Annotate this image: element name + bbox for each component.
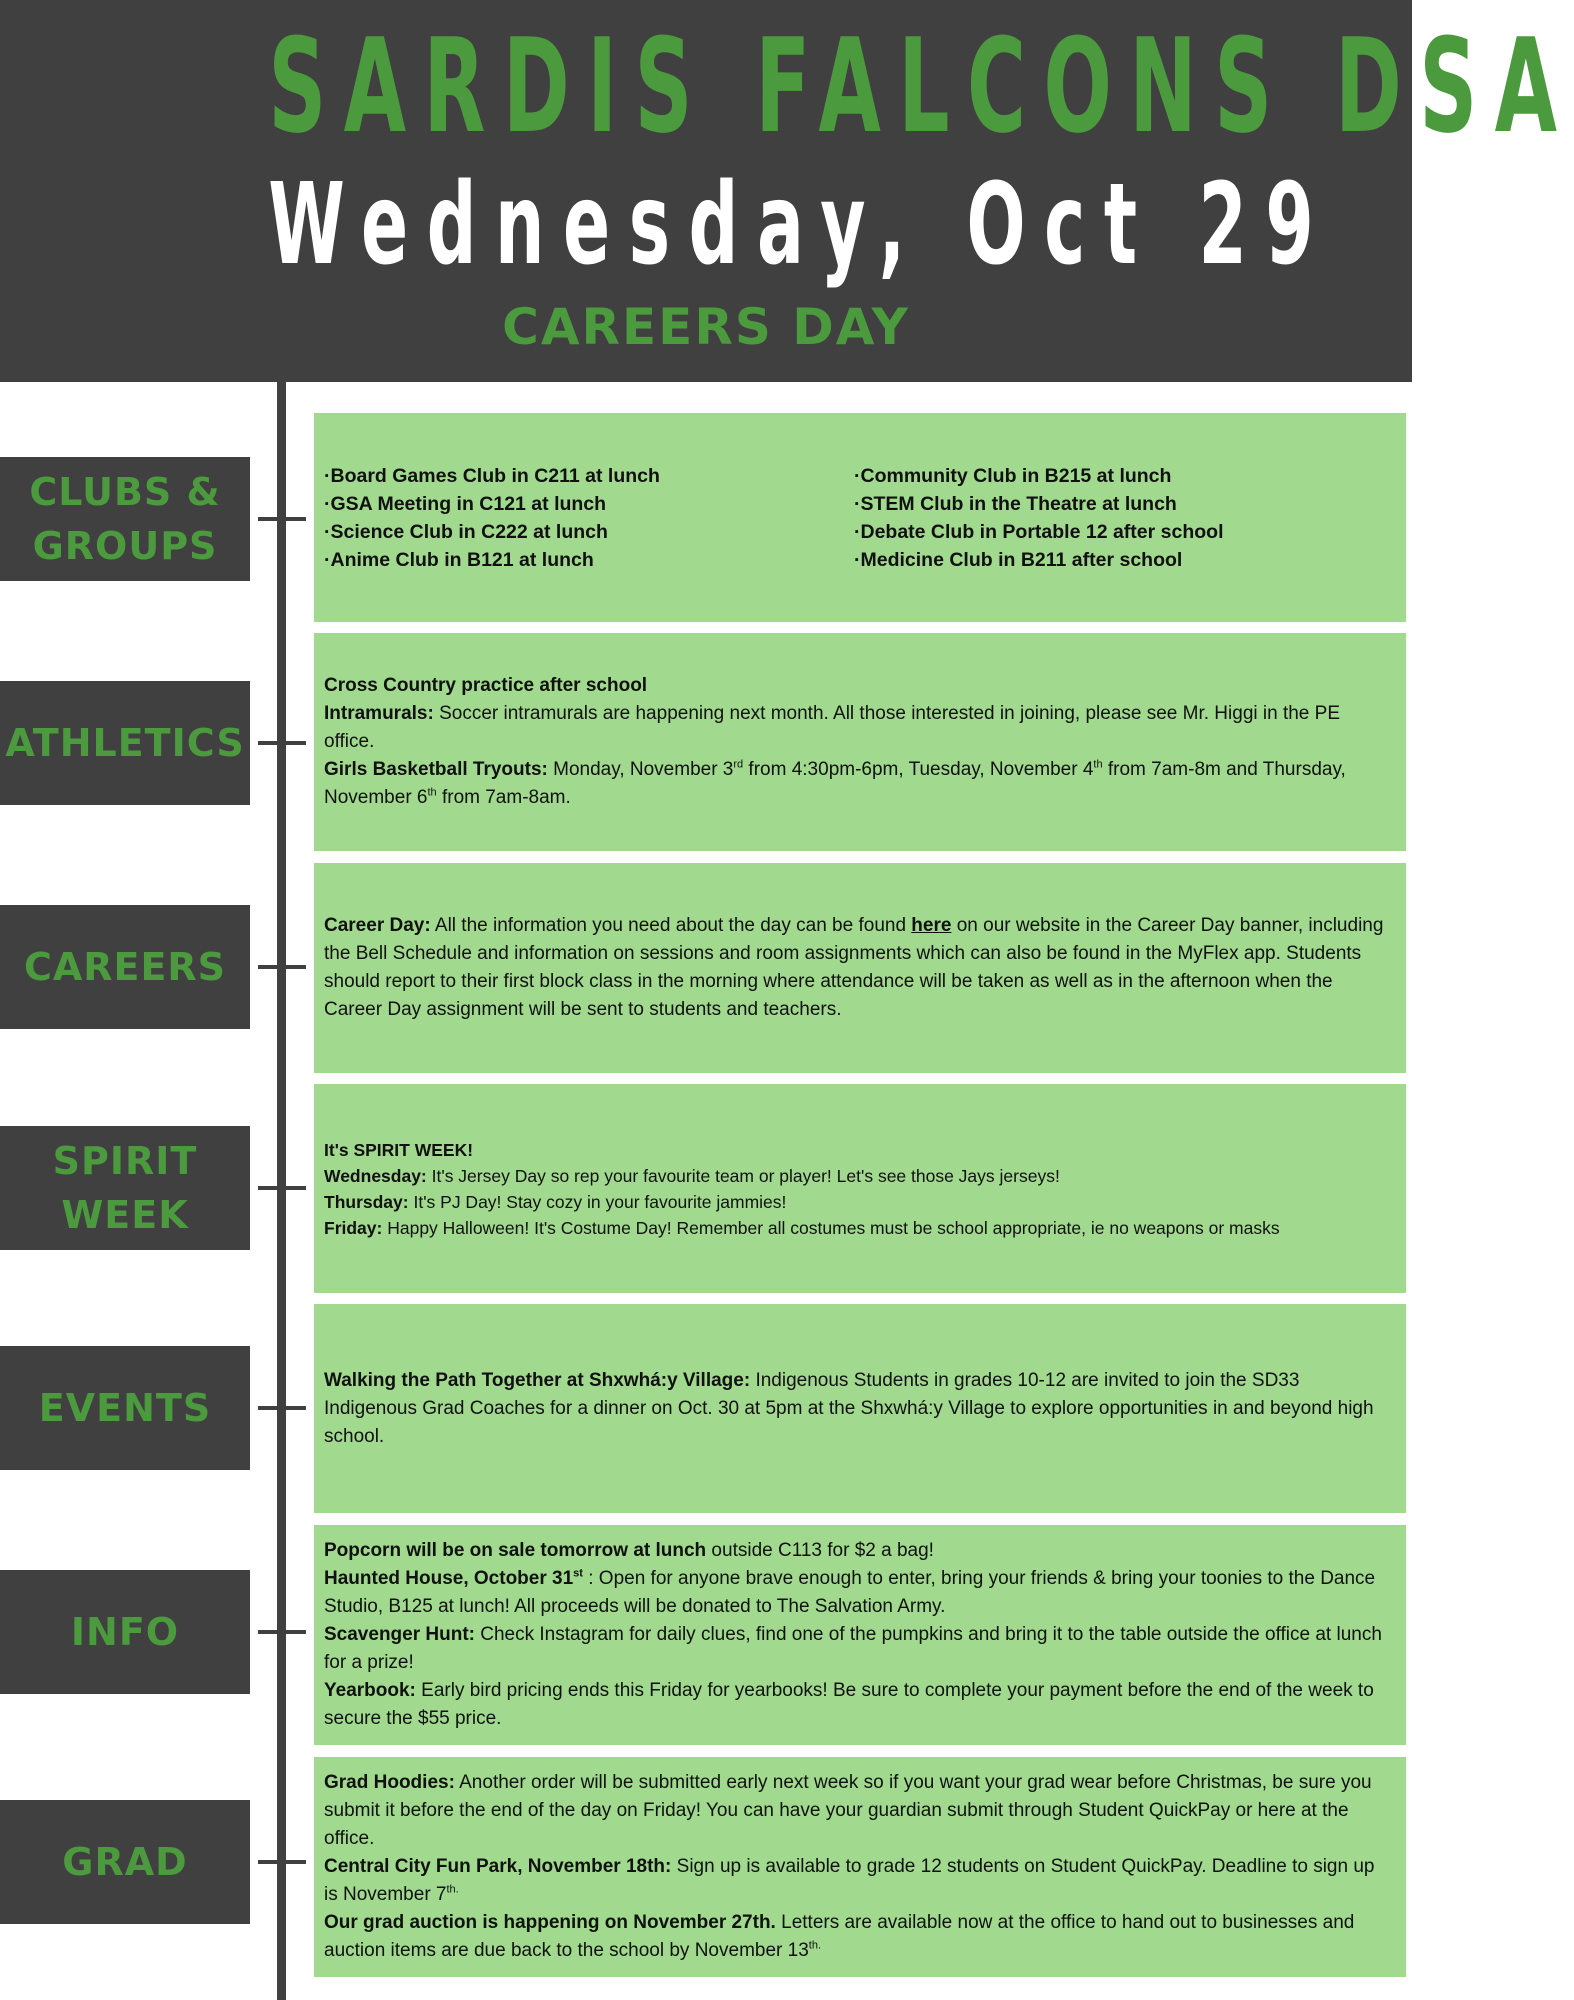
item-text: from 7am-8am. (436, 787, 571, 808)
item-heading: Wednesday: (324, 1165, 427, 1186)
item-text: from 4:30pm-6pm, Tuesday, November 4 (743, 759, 1094, 780)
list-item: ·Community Club in B215 at lunch (854, 464, 1172, 487)
list-item: ·Medicine Club in B211 after school (854, 548, 1183, 571)
item-heading: Girls Basketball Tryouts: (324, 759, 548, 780)
item-heading: Popcorn will be on sale tomorrow at lunch (324, 1540, 707, 1561)
date-title: Wednesday, Oct 29 (268, 160, 1333, 290)
label-line: CLUBS & (29, 470, 221, 514)
item-text: It's Jersey Day so rep your favourite team or player! Let's see those Jays jerseys! (426, 1165, 1060, 1186)
list-item: ·STEM Club in the Theatre at lunch (854, 492, 1177, 515)
label-line: CAREERS (23, 945, 227, 989)
school-title: SARDIS FALCONS DSA (268, 10, 1574, 162)
career-day-link[interactable]: here (911, 915, 952, 936)
item-heading: Haunted House, October 31 (324, 1568, 574, 1589)
item-text: Check Instagram for daily clues, find one of the pumpkins and bring it to the table outside the office at lunch for a prize! (324, 1624, 1382, 1673)
clubs-left-column (324, 462, 854, 574)
label-athletics (0, 681, 250, 805)
section-spirit-week (314, 1084, 1406, 1293)
item-text: from 7am-8m and Thursday, November 6 (324, 759, 1346, 808)
label-line: ATHLETICS (5, 721, 245, 765)
item-heading: Intramurals: (324, 703, 434, 724)
item-heading: Central City Fun Park, November 18th: (324, 1856, 672, 1877)
section-events (314, 1304, 1406, 1513)
label-info (0, 1570, 250, 1694)
label-grad (0, 1800, 250, 1924)
timeline-tick (258, 517, 306, 521)
item-heading: Our grad auction is happening on November 27th. (324, 1912, 776, 1933)
list-item: ·Science Club in C222 at lunch (324, 520, 608, 543)
label-spirit-week (0, 1126, 250, 1250)
section-clubs-groups (314, 413, 1406, 622)
timeline-tick (258, 741, 306, 745)
label-line: INFO (70, 1610, 180, 1654)
ordinal-suffix: st (573, 1567, 583, 1580)
item-text: Soccer intramurals are happening next month. All those interested in joining, please see Mr. Higgi in the PE office. (324, 703, 1340, 752)
ordinal-suffix: th. (446, 1883, 459, 1896)
label-line: GRAD (62, 1840, 188, 1884)
item-heading: Scavenger Hunt: (324, 1624, 475, 1645)
label-line: SPIRIT (52, 1139, 198, 1183)
cross-country-note: Cross Country practice after school (324, 675, 648, 696)
item-text: Letters are available now at the office to hand out to businesses and auction items are due back to the school by November 13 (324, 1912, 1355, 1961)
ordinal-suffix: th (1093, 758, 1103, 771)
timeline-tick (258, 1406, 306, 1410)
section-grad (314, 1757, 1406, 1977)
item-text: Another order will be submitted early next week so if you want your grad wear before Christmas, be sure you submit it before the end of the day on Friday! You can have your guardian submit through Student QuickPay or here at the office. (324, 1772, 1372, 1849)
item-text: : Open for anyone brave enough to enter, bring your friends & bring your toonies to the Dance Studio, B125 at lunch! All proceeds will be donated to The Salvation Army. (324, 1568, 1376, 1617)
item-heading: Thursday: (324, 1191, 409, 1212)
label-careers (0, 905, 250, 1029)
item-text: on our website in the Career Day banner, including the Bell Schedule and information on sessions and room assignments which can also be found in the MyFlex app. Students should report to their first block class in the morning where attendance will be taken as well as in the afternoon when the Career Day assignment will be sent to students and teachers. (324, 915, 1384, 1020)
label-events (0, 1346, 250, 1470)
label-line: GROUPS (32, 524, 218, 568)
day-theme: CAREERS DAY (502, 298, 910, 356)
item-text: All the information you need about the day can be found (430, 915, 912, 936)
item-heading: Career Day: (324, 915, 431, 936)
header-banner (0, 0, 1574, 382)
item-text: It's PJ Day! Stay cozy in your favourite jammies! (408, 1191, 787, 1212)
list-item: ·GSA Meeting in C121 at lunch (324, 492, 607, 515)
timeline-tick (258, 1860, 306, 1864)
section-info (314, 1525, 1406, 1745)
item-heading: Yearbook: (324, 1680, 416, 1701)
item-text: Early bird pricing ends this Friday for yearbooks! Be sure to complete your payment before the end of the week to secure the $55 price. (324, 1680, 1374, 1729)
item-text: Indigenous Students in grades 10-12 are invited to join the SD33 Indigenous Grad Coaches for a dinner on Oct. 30 at 5pm at the Shxwhá:y Village to explore opportunities in and beyond high school. (324, 1369, 1374, 1447)
item-heading: Friday: (324, 1217, 383, 1238)
ordinal-suffix: th. (808, 1939, 822, 1952)
label-clubs-groups (0, 457, 250, 581)
item-heading: Grad Hoodies: (324, 1772, 455, 1793)
spirit-week-intro: It's SPIRIT WEEK! (324, 1139, 474, 1160)
item-text: Monday, November 3 (547, 759, 734, 780)
item-text: outside C113 for $2 a bag! (706, 1540, 934, 1561)
label-line: WEEK (61, 1193, 189, 1237)
section-athletics (314, 633, 1406, 851)
ordinal-suffix: th (427, 786, 437, 799)
item-text: Happy Halloween! It's Costume Day! Remember all costumes must be school appropriate, ie no weapons or masks (382, 1217, 1280, 1238)
clubs-right-column (854, 462, 1384, 574)
timeline-tick (258, 1186, 306, 1190)
item-heading: Walking the Path Together at Shxwhá:y Village: (324, 1369, 751, 1391)
list-item: ·Board Games Club in C211 at lunch (324, 464, 660, 487)
list-item: ·Anime Club in B121 at lunch (324, 548, 594, 571)
label-line: EVENTS (38, 1386, 212, 1430)
timeline-tick (258, 965, 306, 969)
section-careers (314, 863, 1406, 1073)
timeline-tick (258, 1630, 306, 1634)
ordinal-suffix: rd (733, 758, 744, 771)
list-item: ·Debate Club in Portable 12 after school (854, 520, 1224, 543)
item-text: Sign up is available to grade 12 students on Student QuickPay. Deadline to sign up is November 7 (324, 1856, 1375, 1905)
